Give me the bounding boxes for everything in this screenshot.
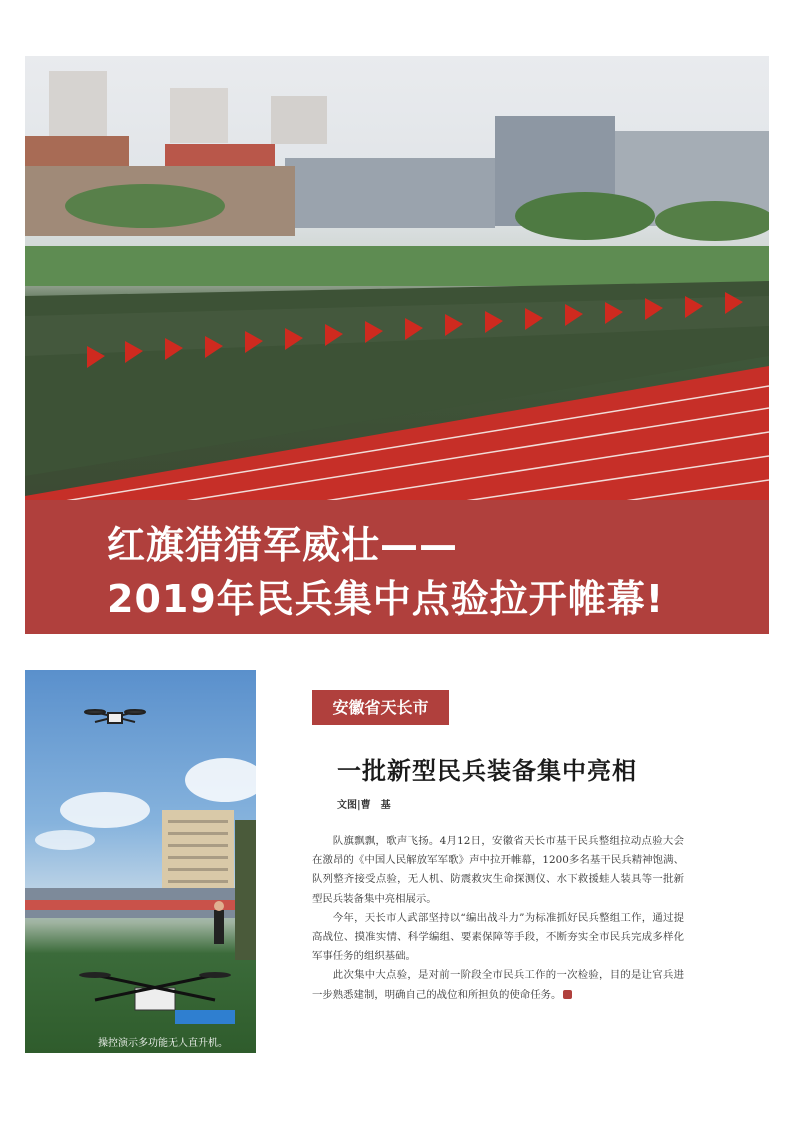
article-paragraph: 队旗飘飘，歌声飞扬。4月12日，安徽省天长市基干民兵整组拉动点验大会在激昂的《中国人民解放军军歌》声中拉开帷幕，1200多名基干民兵精神饱满、队列整齐接受点验，无人机、防震救灾生命探测仪、水下救援蛙人装具等一批新型民兵装备集中亮相展示。: [312, 835, 684, 905]
hero-photo-militia-parade: [25, 56, 769, 501]
title-line-2: 2019年民兵集中点验拉开帷幕!: [107, 577, 665, 621]
title-band: [25, 500, 769, 634]
article-paragraph-text: 此次集中大点验，是对前一阶段全市民兵工作的一次检验，目的是让官兵进一步熟悉建制，明确自己的战位和所担负的使命任务。: [312, 969, 684, 1001]
parade-illustration: [25, 56, 769, 501]
article-paragraph: 今年，天长市人武部坚持以“编出战斗力”为标准抓好民兵整组工作，通过提高战位、摸准实情、科学编组、要素保障等手段，不断夯实全市民兵完成多样化军事任务的组织基础。: [312, 911, 684, 963]
section-tag-label: 安徽省天长市: [332, 698, 429, 717]
drone-photo: [25, 670, 256, 1053]
flying-drone-icon: [85, 710, 145, 723]
article-paragraph: [312, 966, 684, 1004]
drone-illustration: [25, 670, 256, 1053]
article-headline: 一批新型民兵装备集中亮相: [337, 757, 637, 785]
article-body: [312, 832, 684, 1005]
section-tag: [312, 690, 449, 725]
article-byline: 文图|曹 基: [337, 800, 391, 811]
photo-caption: 操控演示多功能无人直升机。: [98, 1038, 228, 1049]
title-line-1: 红旗猎猎军威壮——: [107, 523, 459, 567]
ground-drone-icon: [79, 972, 235, 1024]
end-mark-icon: [563, 990, 572, 999]
